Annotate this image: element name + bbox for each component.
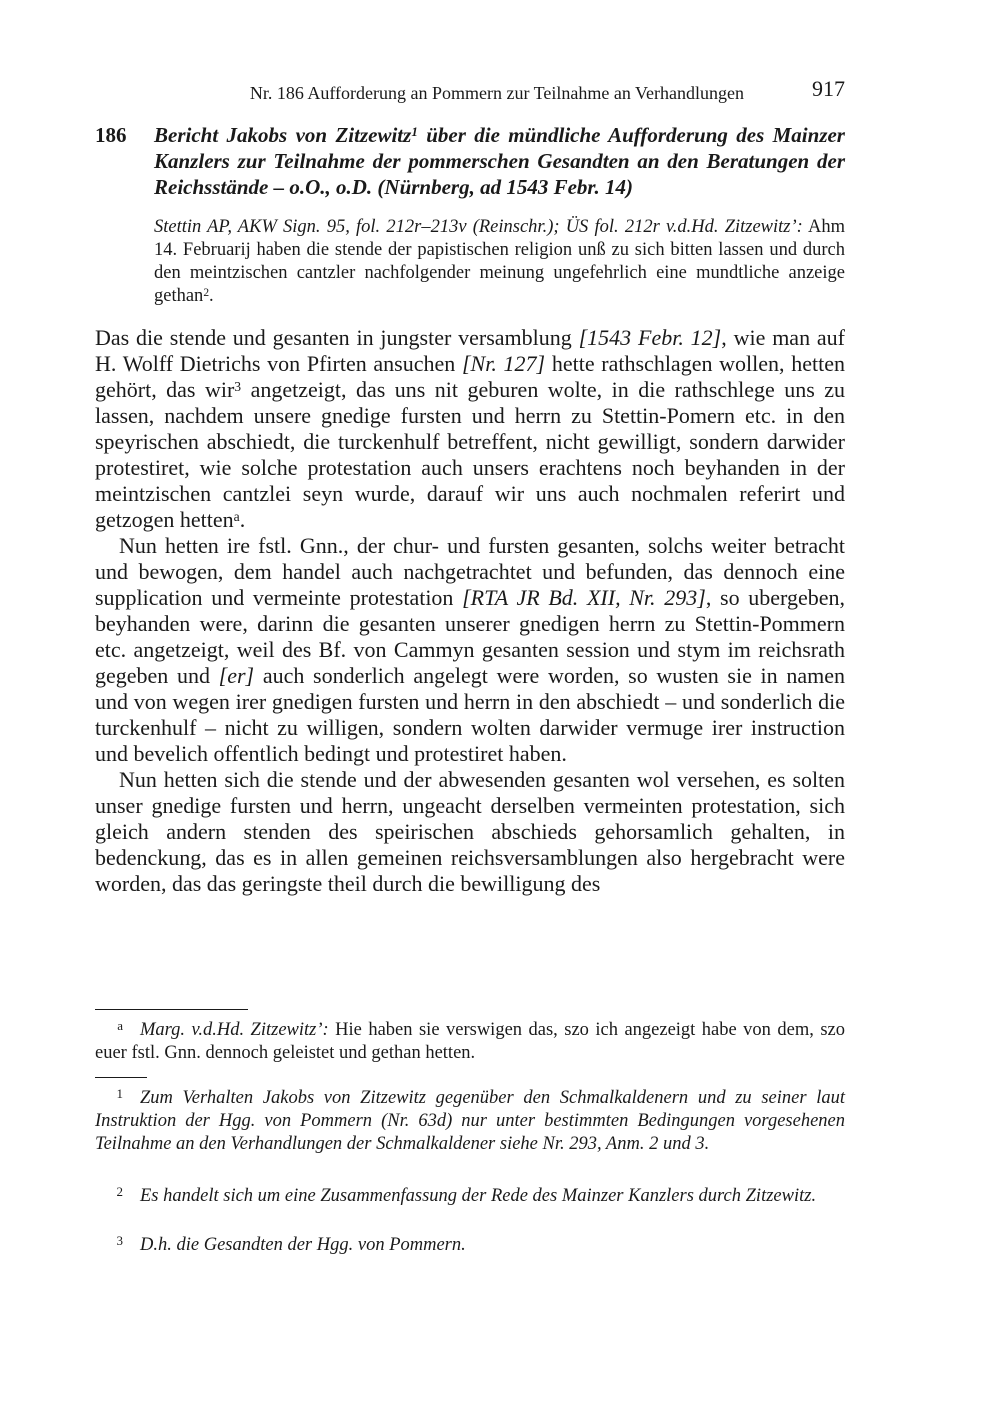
note-text: Zum Verhalten Jakobs von Zitzewitz gegenüber den Schmalkaldenern und zu seiner laut Instruktion der Hgg. von Pommern (Nr. 63d) nur unter bestimmten Bedingungen vorgesehenen Teilnahme an den Verhandlungen der Schmalkaldener siehe Nr. 293, Anm. 2 und 3. xyxy=(95,1088,845,1154)
footnote-3 xyxy=(95,1229,845,1257)
text: Nun hetten ire fstl. Gnn., der chur- und fursten gesanten, solchs weiter betracht und bewogen, dem handel auch nachgetrachtet und befunden, das dennoch eine supplication und vermeinte protestation xyxy=(95,533,845,610)
note-mark: 3 xyxy=(116,1233,123,1248)
note-mark: 2 xyxy=(116,1184,123,1199)
source-end: . xyxy=(209,286,214,306)
footnotes-rule xyxy=(95,1077,147,1078)
paragraph-3: Nun hetten sich die stende und der abwesenden gesanten wol versehen, es solten unser gnedige fursten und herrn, ungeacht derselben vermeinten protestation, sich gleich andern stenden des speirischen abschieds gehorsamlich gehalten, in bedenckung, das es in allen gemeinen reichsversamblungen also hergebracht were worden, das das geringste theil durch die bewilligung des xyxy=(95,767,845,896)
paragraph-2 xyxy=(95,533,845,767)
editorial-insert: [er] xyxy=(218,663,255,688)
note-mark: 1 xyxy=(116,1086,123,1101)
note-text: Es handelt sich um eine Zusammenfassung der Rede des Mainzer Kanzlers durch Zitzewitz. xyxy=(140,1186,817,1206)
note-text: Hie haben sie verswigen das, szo ich angezeigt habe von dem, szo euer fstl. Gnn. dennoch geleistet und gethan hetten. xyxy=(95,1020,845,1063)
cross-reference: [Nr. 127] xyxy=(461,351,546,376)
editorial-insert: [1543 Febr. 12] xyxy=(578,325,722,350)
footnote-2 xyxy=(95,1180,845,1208)
title-text: Bericht Jakobs von Zitzewitz xyxy=(154,123,412,147)
footnote-ref-2[interactable]: 2 xyxy=(203,286,210,299)
source-text: Ahm 14. Februarij haben die stende der papistischen religion unß zu sich bitten lassen und durch den meintzischen cantzler nachfolgender meinung ungefehrlich eine mundtliche anzeige gethan xyxy=(154,217,845,306)
note-mark: a xyxy=(117,1018,123,1033)
text: hette rathschlagen wollen, hetten gehört, das wir xyxy=(95,351,846,402)
cross-reference: [RTA JR Bd. XII, Nr. 293] xyxy=(462,585,706,610)
textual-notes-rule xyxy=(95,1009,248,1010)
main-text xyxy=(95,325,845,897)
text: , so ubergeben, beyhanden were, darinn die gesanten unserer gnedigen herrn zu Stettin-Pommern etc. angetzeigt, weil des Bf. von Cammyn gesanten session und stym im reichsrath gegeben und xyxy=(95,585,845,688)
document-number: 186 xyxy=(95,123,127,147)
footnote-ref-3[interactable]: 3 xyxy=(234,378,242,394)
paragraph-1 xyxy=(95,325,845,533)
footnote-1 xyxy=(95,1082,845,1156)
document-title xyxy=(154,122,845,200)
textual-note-ref-a[interactable]: a xyxy=(233,508,240,524)
title-text-cont: über die mündliche Aufforderung des Mainzer Kanzlers zur Teilnahme der pommerschen Gesandten an den Beratungen der Reichsstände – o.O., o.D. (Nürnberg, ad 1543 Febr. 14) xyxy=(154,123,845,199)
source-citation: Stettin AP, AKW Sign. 95, fol. 212r–213v (Reinschr.); ÜS fol. 212r v.d.Hd. Zitzewitz’: xyxy=(154,217,803,237)
running-head-title: Nr. 186 Aufforderung an Pommern zur Teilnahme an Verhandlungen xyxy=(249,83,744,103)
note-text: D.h. die Gesandten der Hgg. von Pommern. xyxy=(140,1235,466,1255)
page-number: 917 xyxy=(812,76,845,101)
text: , wie man auf H. Wolff Dietrichs von Pfirten ansuchen xyxy=(95,325,845,376)
footnote-ref-1[interactable]: 1 xyxy=(411,124,418,140)
text: auch sonderlich angelegt were worden, so wusten sie in namen und von wegen irer gnedigen fursten und herrn in den abschiedt – und sonderlich die turckenhulf – nicht zu willigen, sondern wolten darwider vermuge irer instruction und bevelich offentlich bedingt und protestiret haben. xyxy=(95,663,845,766)
text: Das die stende und gesanten in jungster versamblung xyxy=(95,325,579,350)
textual-note-a xyxy=(95,1014,845,1065)
text: angetzeigt, das uns nit geburen wolte, in die rathschlege uns zu lassen, nachdem unsere gnedige fursten und herrn zu Stettin-Pomern etc. in den speyrischen abschiedt, die turckenhulf betreffent, nicht gewilligt, sondern darwider protestiret, wie solche protestation auch unsers erachtens noch beyhanden in der meintzischen cantzlei seyn wurde, darauf wir uns auch nochmalen referirt und getzogen hetten xyxy=(95,377,845,532)
note-citation: Marg. v.d.Hd. Zitzewitz’: xyxy=(140,1020,329,1040)
text: . xyxy=(239,507,246,532)
source-note xyxy=(154,216,845,308)
